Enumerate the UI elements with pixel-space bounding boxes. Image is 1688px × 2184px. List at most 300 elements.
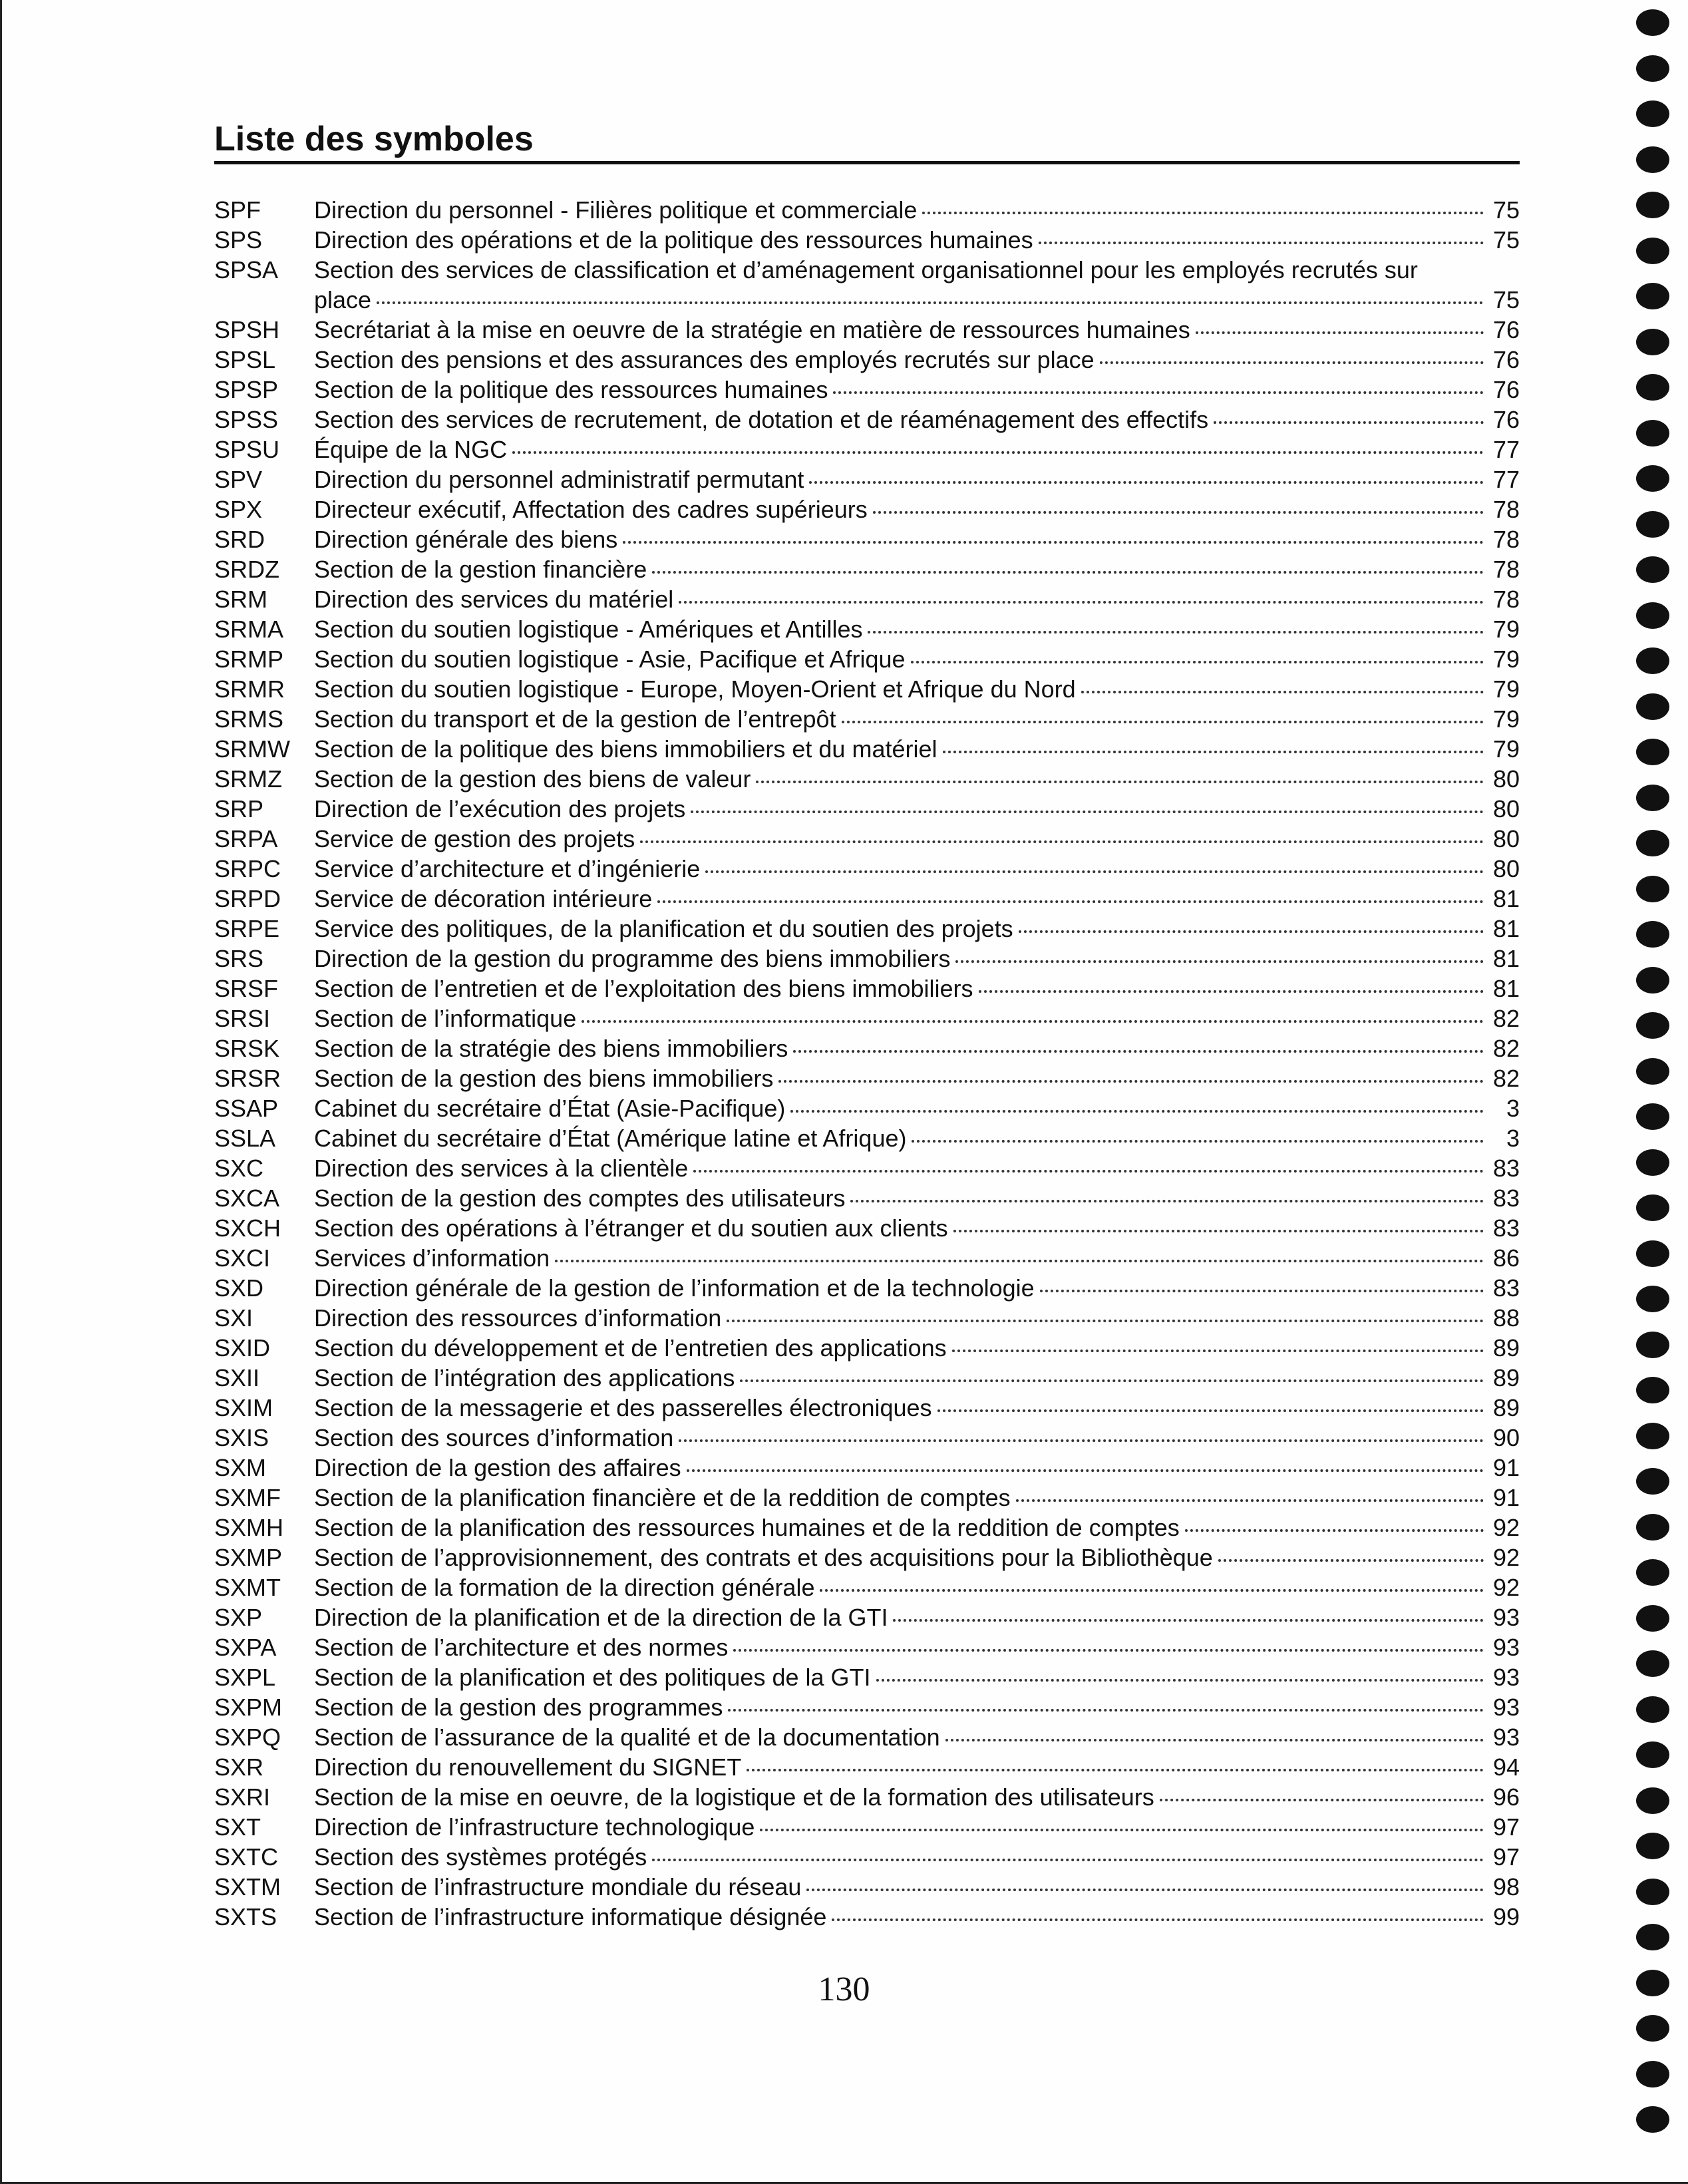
symbol-description-wrap bbox=[314, 974, 1489, 1003]
dot-leader bbox=[806, 1888, 1484, 1891]
symbol-description: Section de la politique des biens immobiliers et du matériel bbox=[314, 735, 937, 763]
binding-hole bbox=[1636, 1058, 1669, 1085]
symbol-description-wrap bbox=[314, 614, 1489, 644]
symbol-description: Section des opérations à l’étranger et du soutien aux clients bbox=[314, 1214, 948, 1242]
binding-hole bbox=[1636, 2061, 1669, 2088]
page-reference: 99 bbox=[1492, 1903, 1520, 1930]
page-reference: 80 bbox=[1492, 765, 1520, 793]
symbol-description-wrap bbox=[314, 944, 1489, 974]
symbol-description-wrap bbox=[314, 1273, 1489, 1303]
symbol-description: Cabinet du secrétaire d’État (Asie-Pacifique) bbox=[314, 1095, 786, 1122]
list-item bbox=[214, 315, 1520, 345]
list-item bbox=[214, 734, 1520, 764]
symbol-code: SXMT bbox=[214, 1574, 281, 1601]
binding-hole bbox=[1636, 420, 1669, 447]
symbol-code: SXPM bbox=[214, 1694, 283, 1721]
list-item bbox=[214, 1213, 1520, 1243]
page-reference: 80 bbox=[1492, 855, 1520, 882]
binding-hole bbox=[1636, 921, 1669, 948]
binding-hole bbox=[1636, 146, 1669, 173]
list-item bbox=[214, 1003, 1520, 1033]
page-reference: 76 bbox=[1492, 376, 1520, 403]
page-reference: 93 bbox=[1492, 1604, 1520, 1631]
symbol-code: SXCA bbox=[214, 1184, 280, 1212]
symbol-description-wrap bbox=[314, 195, 1489, 225]
list-item bbox=[214, 1872, 1520, 1902]
binding-hole bbox=[1636, 511, 1669, 538]
dot-leader bbox=[693, 1169, 1484, 1173]
binding-hole bbox=[1636, 1514, 1669, 1541]
dot-leader bbox=[952, 1349, 1484, 1352]
symbol-code: SRPE bbox=[214, 915, 280, 942]
symbol-description-wrap bbox=[314, 1093, 1489, 1123]
page-reference: 75 bbox=[1492, 286, 1520, 313]
page-reference: 94 bbox=[1492, 1753, 1520, 1781]
symbol-code: SRDZ bbox=[214, 556, 279, 583]
dot-leader bbox=[652, 570, 1484, 574]
symbol-description-wrap bbox=[314, 854, 1489, 884]
symbol-description: Section de la gestion des biens immobiliers bbox=[314, 1065, 774, 1092]
symbol-description: Secrétariat à la mise en oeuvre de la stratégie en matière de ressources humaines bbox=[314, 316, 1190, 343]
dot-leader bbox=[652, 1858, 1484, 1861]
symbol-description-wrap bbox=[314, 435, 1489, 464]
symbol-description-wrap bbox=[314, 1213, 1489, 1243]
page-reference: 78 bbox=[1492, 496, 1520, 523]
binding-hole bbox=[1636, 647, 1669, 674]
symbol-code: SPS bbox=[214, 226, 263, 254]
symbol-description-wrap bbox=[314, 405, 1489, 435]
symbol-description-wrap bbox=[314, 1303, 1489, 1333]
symbol-description: Services d’information bbox=[314, 1244, 550, 1272]
symbol-description-wrap bbox=[314, 1662, 1489, 1692]
binding-hole bbox=[1636, 1970, 1669, 1996]
page-reference: 83 bbox=[1492, 1274, 1520, 1302]
dot-leader bbox=[778, 1079, 1484, 1083]
list-item bbox=[214, 1572, 1520, 1602]
page-reference: 3 bbox=[1506, 1095, 1520, 1122]
dot-leader bbox=[727, 1319, 1484, 1322]
symbol-code: SXCH bbox=[214, 1214, 281, 1242]
symbol-description: Direction générale des biens bbox=[314, 526, 618, 553]
list-item bbox=[214, 914, 1520, 944]
symbol-code: SXII bbox=[214, 1364, 260, 1391]
binding-hole bbox=[1636, 556, 1669, 583]
symbol-code: SXC bbox=[214, 1155, 264, 1182]
symbol-description-wrap bbox=[314, 255, 1520, 315]
page-reference: 81 bbox=[1492, 885, 1520, 912]
page-reference: 89 bbox=[1492, 1364, 1520, 1391]
dot-leader bbox=[1039, 241, 1484, 244]
symbol-code: SXPA bbox=[214, 1634, 277, 1661]
symbol-description: Section de la gestion des biens de valeur bbox=[314, 765, 751, 793]
dot-leader bbox=[679, 600, 1484, 604]
symbol-description: Section de l’intégration des applications bbox=[314, 1364, 735, 1391]
symbol-code: SRMP bbox=[214, 645, 284, 673]
symbol-description-wrap bbox=[314, 1692, 1489, 1722]
binding-hole bbox=[1636, 785, 1669, 811]
binding-hole bbox=[1636, 192, 1669, 218]
symbol-code: SRSF bbox=[214, 975, 279, 1002]
page-reference: 79 bbox=[1492, 705, 1520, 733]
symbol-description-wrap bbox=[314, 704, 1489, 734]
symbol-description-wrap bbox=[314, 1752, 1489, 1782]
dot-leader bbox=[832, 1918, 1484, 1921]
dot-leader bbox=[756, 780, 1484, 783]
binding-hole bbox=[1636, 1879, 1669, 1905]
symbol-code: SXID bbox=[214, 1334, 271, 1362]
dot-leader bbox=[873, 510, 1484, 514]
symbol-description: Direction du personnel - Filières politique et commerciale bbox=[314, 196, 918, 224]
list-item bbox=[214, 1333, 1520, 1363]
symbol-description: Section du soutien logistique - Europe, Moyen-Orient et Afrique du Nord bbox=[314, 675, 1076, 703]
symbol-code: SRPC bbox=[214, 855, 281, 882]
binding-hole bbox=[1636, 1377, 1669, 1403]
dot-leader bbox=[679, 1439, 1484, 1442]
symbol-code: SPSS bbox=[214, 406, 279, 433]
list-item bbox=[214, 554, 1520, 584]
page-reference: 82 bbox=[1492, 1065, 1520, 1092]
binding-hole bbox=[1636, 1468, 1669, 1495]
symbol-description-wrap bbox=[314, 1363, 1489, 1393]
dot-leader bbox=[733, 1648, 1484, 1652]
list-item bbox=[214, 1363, 1520, 1393]
symbol-description-wrap bbox=[314, 644, 1489, 674]
symbol-description-wrap bbox=[314, 1872, 1489, 1902]
symbol-list bbox=[214, 195, 1520, 1932]
symbol-description: Section des services de classification et d’aménagement organisationnel pour les employés recrutés sur bbox=[314, 256, 1418, 283]
list-item bbox=[214, 1692, 1520, 1722]
list-item bbox=[214, 884, 1520, 914]
page-reference: 93 bbox=[1492, 1634, 1520, 1661]
dot-leader bbox=[1218, 1558, 1484, 1562]
symbol-code: SPV bbox=[214, 466, 263, 493]
binding-hole bbox=[1636, 329, 1669, 355]
page-reference: 83 bbox=[1492, 1155, 1520, 1182]
list-item bbox=[214, 764, 1520, 794]
symbol-description: Direction de l’exécution des projets bbox=[314, 795, 686, 822]
page-reference: 83 bbox=[1492, 1184, 1520, 1212]
page-reference: 98 bbox=[1492, 1873, 1520, 1901]
symbol-description-wrap bbox=[314, 554, 1489, 584]
dot-leader bbox=[790, 1109, 1484, 1113]
list-item bbox=[214, 375, 1520, 405]
symbol-code: SXTS bbox=[214, 1903, 277, 1930]
symbol-code: SRD bbox=[214, 526, 265, 553]
symbol-code: SRMW bbox=[214, 735, 290, 763]
dot-leader bbox=[1185, 1529, 1484, 1532]
symbol-description-wrap bbox=[314, 1063, 1489, 1093]
list-item bbox=[214, 1662, 1520, 1692]
dot-leader bbox=[1196, 331, 1484, 334]
symbol-description-wrap bbox=[314, 1453, 1489, 1483]
symbol-code: SPX bbox=[214, 496, 263, 523]
binding-hole bbox=[1636, 1332, 1669, 1358]
page-reference: 78 bbox=[1492, 586, 1520, 613]
binding-hole bbox=[1636, 1423, 1669, 1449]
symbol-description-wrap bbox=[314, 1782, 1489, 1812]
list-item bbox=[214, 854, 1520, 884]
page-reference: 77 bbox=[1492, 436, 1520, 463]
binding-hole bbox=[1636, 1605, 1669, 1632]
list-item bbox=[214, 345, 1520, 375]
binding-hole bbox=[1636, 100, 1669, 127]
symbol-code: SRSR bbox=[214, 1065, 281, 1092]
page-reference: 86 bbox=[1492, 1244, 1520, 1272]
symbol-description: Direction des ressources d’information bbox=[314, 1304, 722, 1332]
page-reference: 76 bbox=[1492, 316, 1520, 343]
dot-leader bbox=[623, 540, 1484, 544]
symbol-description: Section de la politique des ressources humaines bbox=[314, 376, 828, 403]
page-reference: 82 bbox=[1492, 1005, 1520, 1032]
dot-leader bbox=[793, 1049, 1484, 1053]
dot-leader bbox=[953, 1229, 1484, 1232]
list-item bbox=[214, 1782, 1520, 1812]
binding-hole bbox=[1636, 876, 1669, 902]
symbol-description-wrap bbox=[314, 1602, 1489, 1632]
symbol-description: Section de l’informatique bbox=[314, 1005, 577, 1032]
binding-hole bbox=[1636, 1103, 1669, 1130]
page-reference: 93 bbox=[1492, 1724, 1520, 1751]
list-item bbox=[214, 944, 1520, 974]
symbol-description: Section de la planification des ressources humaines et de la reddition de comptes bbox=[314, 1514, 1180, 1541]
symbol-description-wrap bbox=[314, 1153, 1489, 1183]
binding-hole bbox=[1636, 1787, 1669, 1814]
symbol-description-wrap bbox=[314, 1902, 1489, 1932]
binding-hole bbox=[1636, 1194, 1669, 1221]
symbol-code: SXP bbox=[214, 1604, 263, 1631]
symbol-code: SXD bbox=[214, 1274, 264, 1302]
symbol-code: SXMH bbox=[214, 1514, 284, 1541]
symbol-code: SXIS bbox=[214, 1424, 269, 1451]
symbol-description-wrap bbox=[314, 1033, 1489, 1063]
symbol-code: SRMS bbox=[214, 705, 284, 733]
list-item bbox=[214, 1543, 1520, 1572]
dot-leader bbox=[640, 840, 1484, 843]
symbol-description-wrap bbox=[314, 884, 1489, 914]
symbol-description-wrap bbox=[314, 584, 1489, 614]
dot-leader bbox=[943, 750, 1484, 753]
symbol-description: Direction de l’infrastructure technologique bbox=[314, 1813, 755, 1841]
page-reference: 75 bbox=[1492, 226, 1520, 254]
symbol-description-wrap bbox=[314, 1842, 1489, 1872]
symbol-description: Section de la gestion des programmes bbox=[314, 1694, 723, 1721]
dot-leader bbox=[740, 1379, 1484, 1382]
symbol-description: Section de l’approvisionnement, des contrats et des acquisitions pour la Bibliothèque bbox=[314, 1544, 1213, 1571]
list-item bbox=[214, 1453, 1520, 1483]
symbol-description: Section de l’infrastructure informatique désignée bbox=[314, 1903, 827, 1930]
list-item bbox=[214, 1602, 1520, 1632]
symbol-description: Section des sources d’information bbox=[314, 1424, 674, 1451]
symbol-description: Direction du personnel administratif permutant bbox=[314, 466, 804, 493]
dot-leader bbox=[945, 1738, 1484, 1741]
page-reference: 79 bbox=[1492, 616, 1520, 643]
binding-hole bbox=[1636, 1741, 1669, 1768]
symbol-description: Directeur exécutif, Affectation des cadres supérieurs bbox=[314, 496, 868, 523]
list-item bbox=[214, 1093, 1520, 1123]
binding-hole bbox=[1636, 1924, 1669, 1950]
symbol-description: Service d’architecture et d’ingénierie bbox=[314, 855, 701, 882]
spiral-binding bbox=[1636, 0, 1676, 2184]
page-reference: 79 bbox=[1492, 675, 1520, 703]
page-reference: 88 bbox=[1492, 1304, 1520, 1332]
page-reference: 79 bbox=[1492, 735, 1520, 763]
dot-leader bbox=[512, 451, 1484, 454]
symbol-code: SSAP bbox=[214, 1095, 279, 1122]
list-item bbox=[214, 1752, 1520, 1782]
symbol-description-wrap bbox=[314, 1333, 1489, 1363]
dot-leader bbox=[582, 1019, 1484, 1023]
symbol-description-wrap bbox=[314, 1572, 1489, 1602]
list-item bbox=[214, 1303, 1520, 1333]
symbol-description-wrap bbox=[314, 225, 1489, 255]
symbol-code: SXM bbox=[214, 1454, 267, 1481]
dot-leader bbox=[377, 301, 1484, 304]
symbol-code: SRSK bbox=[214, 1035, 280, 1062]
list-item bbox=[214, 1812, 1520, 1842]
binding-hole bbox=[1636, 1650, 1669, 1677]
symbol-description-wrap bbox=[314, 345, 1489, 375]
symbol-description: Service de gestion des projets bbox=[314, 825, 635, 852]
dot-leader bbox=[747, 1768, 1484, 1771]
symbol-description-wrap bbox=[314, 1003, 1489, 1033]
dot-leader bbox=[937, 1409, 1484, 1412]
symbol-description: Équipe de la NGC bbox=[314, 436, 508, 463]
list-item bbox=[214, 1243, 1520, 1273]
symbol-description: Section des pensions et des assurances des employés recrutés sur place bbox=[314, 346, 1095, 373]
symbol-description: Service de décoration intérieure bbox=[314, 885, 653, 912]
symbol-description-wrap bbox=[314, 1632, 1489, 1662]
symbol-description: Direction de la planification et de la direction de la GTI bbox=[314, 1604, 888, 1631]
symbol-description: Direction de la gestion des affaires bbox=[314, 1454, 681, 1481]
list-item bbox=[214, 524, 1520, 554]
symbol-description-wrap bbox=[314, 1423, 1489, 1453]
list-item bbox=[214, 614, 1520, 644]
dot-leader bbox=[809, 480, 1484, 484]
symbol-code: SPSL bbox=[214, 346, 276, 373]
page-reference: 77 bbox=[1492, 466, 1520, 493]
symbol-description-wrap bbox=[314, 764, 1489, 794]
page-reference: 79 bbox=[1492, 645, 1520, 673]
page-title: Liste des symboles bbox=[214, 118, 1520, 164]
symbol-description-wrap bbox=[314, 794, 1489, 824]
page-reference: 91 bbox=[1492, 1484, 1520, 1511]
symbol-description: Section du développement et de l’entretien des applications bbox=[314, 1334, 947, 1362]
dot-leader bbox=[657, 900, 1484, 903]
list-item bbox=[214, 824, 1520, 854]
page-reference: 76 bbox=[1492, 406, 1520, 433]
symbol-description-wrap bbox=[314, 464, 1489, 494]
symbol-code: SXPL bbox=[214, 1664, 276, 1691]
symbol-code: SRM bbox=[214, 586, 267, 613]
symbol-description-wrap bbox=[314, 315, 1489, 345]
symbol-description: Direction de la gestion du programme des biens immobiliers bbox=[314, 945, 951, 972]
symbol-description-wrap bbox=[314, 1393, 1489, 1423]
binding-hole bbox=[1636, 1559, 1669, 1586]
list-item bbox=[214, 435, 1520, 464]
symbol-description-wrap bbox=[314, 914, 1489, 944]
binding-hole bbox=[1636, 374, 1669, 401]
binding-hole bbox=[1636, 9, 1669, 36]
binding-hole bbox=[1636, 739, 1669, 765]
symbol-code: SXTM bbox=[214, 1873, 281, 1901]
symbol-description: Section du transport et de la gestion de l’entrepôt bbox=[314, 705, 836, 733]
page-reference: 81 bbox=[1492, 915, 1520, 942]
symbol-code: SRS bbox=[214, 945, 264, 972]
list-item bbox=[214, 1273, 1520, 1303]
dot-leader bbox=[1040, 1289, 1484, 1292]
dot-leader bbox=[912, 1139, 1484, 1143]
symbol-code: SXR bbox=[214, 1753, 264, 1781]
page-reference: 81 bbox=[1492, 945, 1520, 972]
symbol-code: SXIM bbox=[214, 1394, 273, 1421]
symbol-description: Direction générale de la gestion de l’information et de la technologie bbox=[314, 1274, 1035, 1302]
binding-hole bbox=[1636, 238, 1669, 264]
symbol-description: Section du soutien logistique - Asie, Pacifique et Afrique bbox=[314, 645, 906, 673]
symbol-description-wrap bbox=[314, 824, 1489, 854]
page-reference: 90 bbox=[1492, 1424, 1520, 1451]
list-item bbox=[214, 1423, 1520, 1453]
symbol-description: Direction des services du matériel bbox=[314, 586, 674, 613]
binding-hole bbox=[1636, 55, 1669, 82]
list-item bbox=[214, 794, 1520, 824]
symbol-description-wrap bbox=[314, 1812, 1489, 1842]
binding-hole bbox=[1636, 967, 1669, 994]
dot-leader bbox=[1100, 361, 1484, 364]
binding-hole bbox=[1636, 465, 1669, 492]
list-item bbox=[214, 195, 1520, 225]
dot-leader bbox=[868, 630, 1484, 634]
dot-leader bbox=[820, 1588, 1484, 1592]
dot-leader bbox=[833, 391, 1484, 394]
symbol-description: Section de l’infrastructure mondiale du réseau bbox=[314, 1873, 802, 1901]
dot-leader bbox=[728, 1708, 1484, 1712]
page-reference: 81 bbox=[1492, 975, 1520, 1002]
dot-leader bbox=[1160, 1798, 1484, 1801]
symbol-code: SRPA bbox=[214, 825, 278, 852]
page-reference: 91 bbox=[1492, 1454, 1520, 1481]
symbol-description-wrap bbox=[314, 1513, 1489, 1543]
symbol-code: SPF bbox=[214, 196, 261, 224]
symbol-description: Section de l’architecture et des normes bbox=[314, 1634, 729, 1661]
symbol-description-wrap bbox=[314, 1183, 1489, 1213]
symbol-description-wrap bbox=[314, 734, 1489, 764]
list-item bbox=[214, 405, 1520, 435]
page-reference: 82 bbox=[1492, 1035, 1520, 1062]
page-reference: 89 bbox=[1492, 1394, 1520, 1421]
list-item bbox=[214, 1513, 1520, 1543]
symbol-code: SRP bbox=[214, 795, 264, 822]
list-item bbox=[214, 674, 1520, 704]
page-reference: 80 bbox=[1492, 795, 1520, 822]
dot-leader bbox=[850, 1199, 1484, 1202]
symbol-description: Section de la planification financière et de la reddition de comptes bbox=[314, 1484, 1011, 1511]
dot-leader bbox=[979, 990, 1484, 993]
symbol-code: SRPD bbox=[214, 885, 281, 912]
list-item bbox=[214, 644, 1520, 674]
symbol-code: SXCI bbox=[214, 1244, 271, 1272]
symbol-description: Section des systèmes protégés bbox=[314, 1843, 647, 1871]
list-item bbox=[214, 464, 1520, 494]
page-reference: 89 bbox=[1492, 1334, 1520, 1362]
page-reference: 92 bbox=[1492, 1544, 1520, 1571]
page-reference: 97 bbox=[1492, 1813, 1520, 1841]
dot-leader bbox=[1016, 1499, 1484, 1502]
dot-leader bbox=[893, 1618, 1484, 1622]
list-item bbox=[214, 1632, 1520, 1662]
list-item bbox=[214, 1183, 1520, 1213]
list-item bbox=[214, 1393, 1520, 1423]
symbol-description-continued: place bbox=[314, 286, 372, 313]
